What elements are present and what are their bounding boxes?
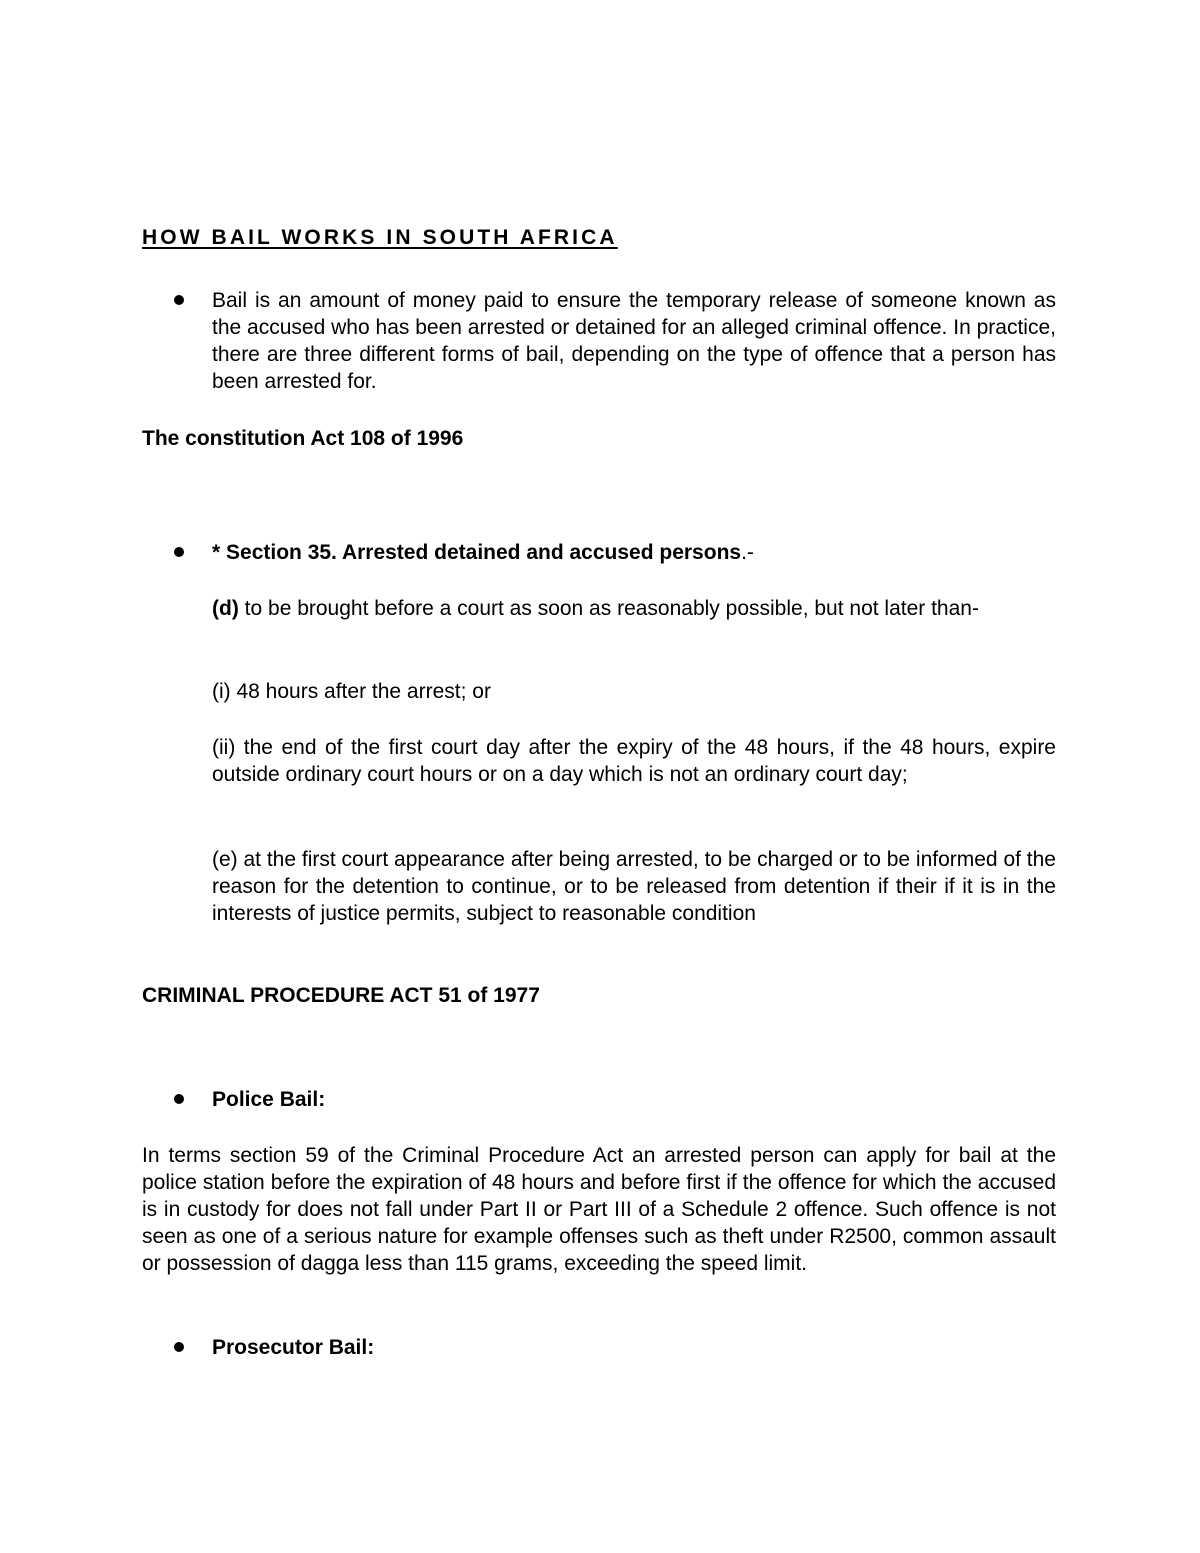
constitution-heading: The constitution Act 108 of 1996 [142, 427, 464, 450]
cpa-heading: CRIMINAL PROCEDURE ACT 51 of 1977 [142, 984, 540, 1007]
bullet-icon [174, 547, 184, 557]
bullet-icon [174, 1342, 184, 1352]
section35-d-text: to be brought before a court as soon as reasonably possible, but not later than- [238, 597, 979, 620]
document-title: HOW BAIL WORKS IN SOUTH AFRICA [142, 226, 618, 249]
police-bail-heading: Police Bail: [212, 1088, 326, 1111]
section35-d-label: (d) [212, 597, 239, 620]
section35-d-paragraph [212, 595, 1056, 622]
section35-heading: * Section 35. Arrested detained and accused persons [212, 541, 742, 564]
section35-i-paragraph: (i) 48 hours after the arrest; or [212, 680, 491, 703]
section35-heading-line [212, 539, 1056, 566]
police-bail-paragraph: In terms section 59 of the Criminal Procedure Act an arrested person can apply for bail at the police station before the expiration of 48 hours and before first if the offence for which the accused is in custody for does not fall under Part II or Part III of a Schedule 2 offence. Such offence is not seen as one of a serious nature for example offenses such as theft under R2500, common assault or possession of dagga less than 115 grams, exceeding the speed limit. [142, 1144, 1056, 1275]
section35-e-paragraph: (e) at the first court appearance after being arrested, to be charged or to be informed of the reason for the detention to continue, or to be released from detention if their if it is in the interests of justice permits, subject to reasonable condition [212, 848, 1056, 925]
bullet-icon [174, 295, 184, 305]
section35-heading-suffix: .- [741, 541, 754, 564]
section35-ii-paragraph: (ii) the end of the first court day after the expiry of the 48 hours, if the 48 hours, expire outside ordinary court hours or on a day which is not an ordinary court day; [212, 736, 1056, 786]
prosecutor-bail-heading: Prosecutor Bail: [212, 1336, 375, 1359]
bullet-icon [174, 1094, 184, 1104]
intro-paragraph: Bail is an amount of money paid to ensure the temporary release of someone known as the accused who has been arrested or detained for an alleged criminal offence. In practice, there are three different forms of bail, depending on the type of offence that a person has been arrested for. [212, 289, 1056, 393]
